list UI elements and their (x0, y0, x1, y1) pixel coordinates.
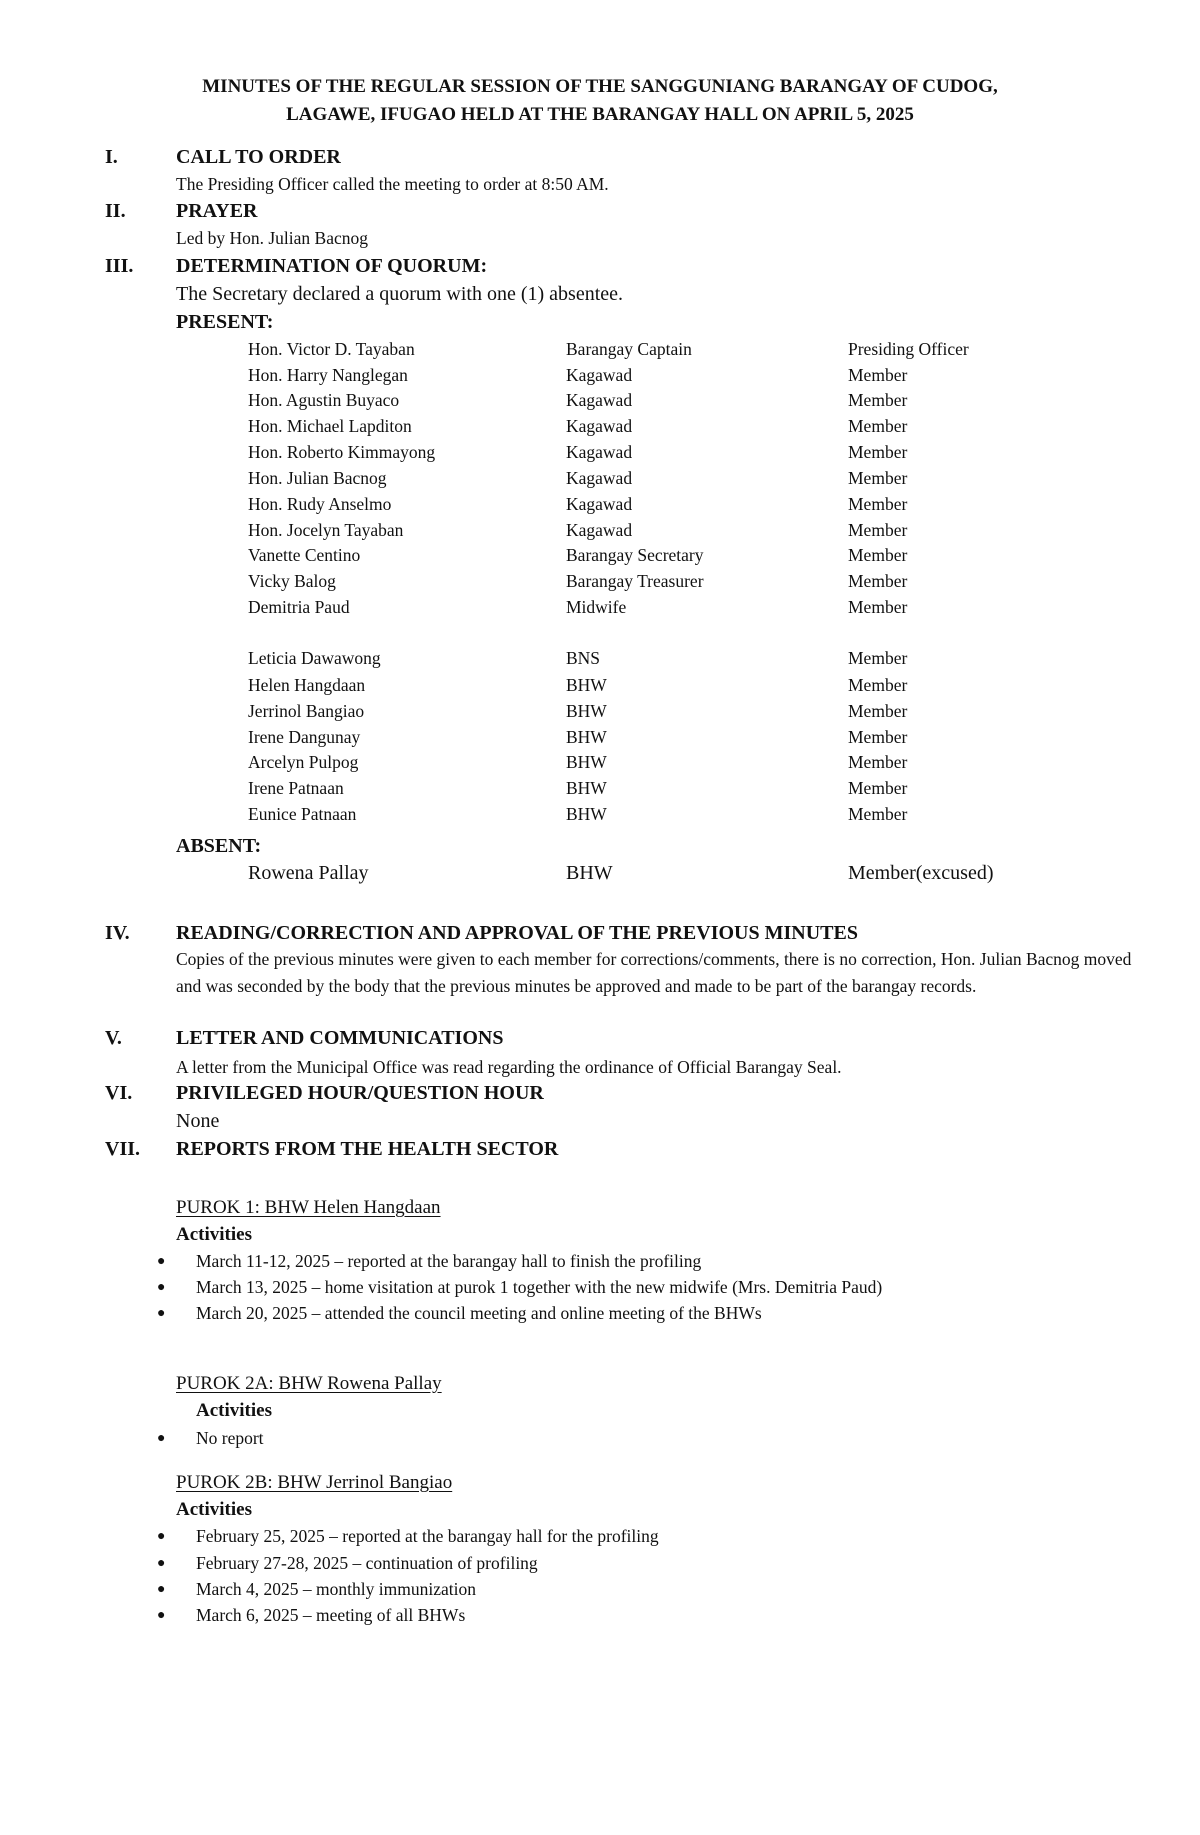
bullet-icon: ● (157, 1280, 166, 1295)
title-line-2: LAGAWE, IFUGAO HELD AT THE BARANGAY HALL ON APRIL 5, 2025 (286, 104, 914, 125)
title-line-1: MINUTES OF THE REGULAR SESSION OF THE SANGGUNIANG BARANGAY OF CUDOG, (202, 76, 998, 97)
purok-title: PUROK 2B: BHW Jerrinol Bangiao (176, 1472, 453, 1493)
bullet-icon: ● (157, 1306, 166, 1321)
present-name: Hon. Julian Bacnog (248, 468, 387, 488)
present-name: Hon. Agustin Buyaco (248, 390, 400, 410)
bullet-icon: ● (157, 1556, 166, 1571)
present-name: Vicky Balog (248, 571, 336, 591)
section-heading-health: REPORTS FROM THE HEALTH SECTOR (176, 1138, 559, 1160)
present-name: Irene Dangunay (248, 727, 361, 747)
present-position: BHW (566, 727, 607, 747)
bullet-icon: ● (157, 1608, 166, 1623)
present-position: Barangay Captain (566, 339, 692, 359)
present-position: BNS (566, 648, 601, 668)
absent-label: ABSENT: (176, 835, 262, 857)
section-heading-call-to-order: CALL TO ORDER (176, 146, 341, 168)
activity-item: March 4, 2025 – monthly immunization (196, 1579, 476, 1599)
present-name: Demitria Paud (248, 597, 350, 617)
present-role: Member (848, 727, 908, 747)
present-name: Eunice Patnaan (248, 804, 357, 824)
present-role: Member (848, 597, 908, 617)
section-text: The Presiding Officer called the meeting to order at 8:50 AM. (176, 174, 609, 194)
present-position: BHW (566, 675, 607, 695)
purok-title: PUROK 2A: BHW Rowena Pallay (176, 1373, 442, 1394)
present-name: Hon. Michael Lapditon (248, 416, 412, 436)
present-name: Jerrinol Bangiao (248, 701, 365, 721)
present-position: BHW (566, 804, 607, 824)
present-role: Member (848, 468, 908, 488)
present-role: Member (848, 494, 908, 514)
purok-title: PUROK 1: BHW Helen Hangdaan (176, 1197, 441, 1218)
section-numeral: IV. (105, 922, 130, 944)
present-role: Member (848, 701, 908, 721)
bullet-icon: ● (157, 1254, 166, 1269)
activity-item: February 25, 2025 – reported at the barangay hall for the profiling (196, 1526, 659, 1546)
present-position: Kagawad (566, 390, 633, 410)
present-position: Barangay Secretary (566, 545, 704, 565)
present-role: Member (848, 416, 908, 436)
activities-label: Activities (196, 1400, 272, 1421)
absent-role: Member(excused) (848, 862, 994, 884)
present-name: Leticia Dawawong (248, 648, 381, 668)
section-text: A letter from the Municipal Office was read regarding the ordinance of Official Barangay Seal. (176, 1057, 842, 1077)
bullet-icon: ● (157, 1582, 166, 1597)
present-role: Member (848, 571, 908, 591)
section-numeral: VII. (105, 1138, 141, 1160)
section-numeral: VI. (105, 1082, 133, 1104)
present-name: Arcelyn Pulpog (248, 752, 359, 772)
bullet-icon: ● (157, 1431, 166, 1446)
document-title (80, 73, 1120, 129)
present-role: Member (848, 648, 908, 668)
present-role: Member (848, 752, 908, 772)
activity-item: March 11-12, 2025 – reported at the barangay hall to finish the profiling (196, 1251, 702, 1271)
present-name: Hon. Roberto Kimmayong (248, 442, 436, 462)
present-position: Midwife (566, 597, 627, 617)
section-numeral: V. (105, 1027, 122, 1049)
section-text: None (176, 1110, 220, 1132)
section-heading-prayer: PRAYER (176, 200, 258, 222)
section-text: Led by Hon. Julian Bacnog (176, 228, 368, 248)
present-position: Kagawad (566, 442, 633, 462)
present-name: Hon. Victor D. Tayaban (248, 339, 415, 359)
present-role: Member (848, 804, 908, 824)
present-role: Member (848, 675, 908, 695)
present-position: Kagawad (566, 494, 633, 514)
section-numeral: I. (105, 146, 118, 168)
section-numeral: II. (105, 200, 126, 222)
present-position: BHW (566, 778, 607, 798)
present-label: PRESENT: (176, 311, 274, 333)
present-position: BHW (566, 701, 607, 721)
present-name: Hon. Harry Nanglegan (248, 365, 408, 385)
activity-item: February 27-28, 2025 – continuation of profiling (196, 1553, 538, 1573)
section-heading-quorum: DETERMINATION OF QUORUM: (176, 255, 488, 277)
absent-name: Rowena Pallay (248, 862, 369, 884)
present-position: BHW (566, 752, 607, 772)
present-name: Helen Hangdaan (248, 675, 366, 695)
activity-item: March 13, 2025 – home visitation at purok 1 together with the new midwife (Mrs. Demitria Paud) (196, 1277, 883, 1297)
present-position: Kagawad (566, 468, 633, 488)
section-heading-privileged: PRIVILEGED HOUR/QUESTION HOUR (176, 1082, 544, 1104)
present-role: Member (848, 390, 908, 410)
activity-item: March 6, 2025 – meeting of all BHWs (196, 1605, 466, 1625)
section-numeral: III. (105, 255, 134, 277)
section-text: The Secretary declared a quorum with one (1) absentee. (176, 283, 624, 305)
bullet-icon: ● (157, 1529, 166, 1544)
present-role: Member (848, 778, 908, 798)
section-heading-minutes: READING/CORRECTION AND APPROVAL OF THE PREVIOUS MINUTES (176, 922, 858, 944)
present-name: Vanette Centino (248, 545, 361, 565)
absent-position: BHW (566, 862, 613, 884)
present-role: Member (848, 545, 908, 565)
activity-item: No report (196, 1428, 264, 1448)
activities-label: Activities (176, 1224, 252, 1245)
present-name: Irene Patnaan (248, 778, 344, 798)
present-role: Member (848, 520, 908, 540)
present-position: Kagawad (566, 416, 633, 436)
activity-item: March 20, 2025 – attended the council meeting and online meeting of the BHWs (196, 1303, 762, 1323)
activities-label: Activities (176, 1499, 252, 1520)
present-name: Hon. Jocelyn Tayaban (248, 520, 404, 540)
present-position: Barangay Treasurer (566, 571, 704, 591)
present-name: Hon. Rudy Anselmo (248, 494, 392, 514)
section-heading-letters: LETTER AND COMMUNICATIONS (176, 1027, 504, 1049)
present-position: Kagawad (566, 520, 633, 540)
present-role: Member (848, 442, 908, 462)
present-position: Kagawad (566, 365, 633, 385)
minutes-paragraph: Copies of the previous minutes were given to each member for corrections/comments, there is no correction, Hon. Julian Bacnog moved and was seconded by the body that the previous minutes be approved and made to be part of the barangay records. (176, 949, 1132, 996)
present-role: Presiding Officer (848, 339, 969, 359)
present-role: Member (848, 365, 908, 385)
